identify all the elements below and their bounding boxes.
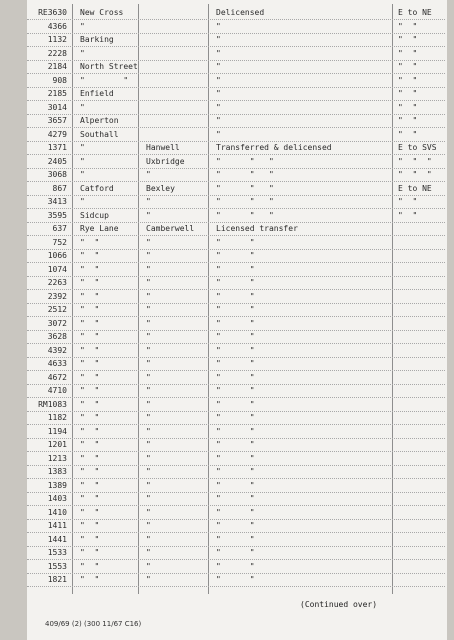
table-cell: E to NE [398,183,432,193]
table-cell: " [146,413,151,422]
table-cell: Rye Lane [80,224,119,233]
table-cell: " [146,264,151,274]
table-cell: 637 [52,224,67,233]
table-cell: 2512 [47,305,67,314]
table-cell: " [146,399,151,409]
table-cell: 2263 [47,278,67,287]
table-cell: " " [216,440,255,449]
table-cell: 4710 [47,386,67,395]
table-cell: " [80,48,85,58]
table-cell: " [216,102,221,112]
table-cell: RM1083 [38,399,67,409]
table-cell: New Cross [80,8,124,17]
table-cell: " " [216,318,255,328]
table-cell: Delicensed [216,8,265,17]
table-cell: " " " [216,170,274,179]
table-cell: " " [216,521,255,530]
table-cell: 1383 [47,467,67,476]
table-cell: " [80,102,85,112]
table-cell: " " [80,305,100,314]
table-cell: " " [398,48,418,58]
table-cell: 1182 [47,413,67,422]
table-cell: 2405 [47,156,67,166]
table-cell: 1213 [47,453,67,463]
table-cell: 752 [52,237,67,247]
table-cell: 1066 [47,251,67,260]
table-cell: Sidcup [80,210,109,220]
table-cell: " [216,75,221,85]
table-cell: " " " [216,183,274,193]
table-cell: 3068 [47,170,67,179]
table-cell: RE3630 [38,8,67,17]
table-cell: Transferred & delicensed [216,143,332,152]
table-cell: " [216,89,221,98]
table-cell: " [216,35,221,44]
table-cell: " [146,251,151,260]
table-cell: Alperton [80,116,119,125]
table-cell: " " [398,129,418,139]
table-cell: " " [80,372,100,382]
table-cell: " [146,318,151,328]
table-cell: 2228 [47,48,67,58]
table-cell: " " [216,237,255,247]
table-cell: " [146,170,151,179]
table-cell: " [146,210,151,220]
table-cell: " " [398,210,418,220]
table-cell: " " [216,291,255,301]
table-cell: " " [80,278,100,287]
table-cell: " [146,548,151,557]
table-cell: " " " [398,170,432,179]
table-cell: 3014 [47,102,67,112]
table-cell: " " [216,264,255,274]
table-cell: 1132 [47,35,67,44]
table-cell: " " [398,35,418,44]
table-cell: 1371 [47,143,67,152]
form-code: 409/69 (2) (300 11/67 C16) [45,620,142,628]
table-cell: " " [80,386,100,395]
table-cell: " " [80,332,100,341]
table-cell: 1389 [47,480,67,490]
table-cell: " [146,345,151,355]
table-cell: " " [216,332,255,341]
table-cell: " " [80,507,100,517]
table-cell: " [80,156,85,166]
table-cell: " " [80,575,100,584]
table-cell: Camberwell [146,224,195,233]
table-cell: E to NE [398,8,432,17]
table-cell: " " [80,534,100,544]
table-cell: " [80,197,85,206]
table-cell: " [146,521,151,530]
table-cell: 4366 [47,21,67,31]
table-cell: 1194 [47,426,67,436]
table-cell: " " [216,494,255,503]
table-cell: " [146,426,151,436]
table-cell: " [146,467,151,476]
table-cell: " [146,386,151,395]
table-cell: " [80,21,85,31]
table-cell: 1411 [47,521,67,530]
table-row [27,20,445,34]
table-cell: 1441 [47,534,67,544]
table-cell: " [146,237,151,247]
table-cell: 2184 [47,62,67,71]
table-cell: " " " [216,210,274,220]
table-cell: " " [398,21,418,31]
table-cell: " " [216,453,255,463]
table-cell: " " [216,372,255,382]
table-cell: 1403 [47,494,67,503]
table-cell: " [80,170,85,179]
table-cell: " " [80,291,100,301]
table-cell: " [146,291,151,301]
table-cell: " " [80,521,100,530]
table-cell: 3595 [47,210,67,220]
table-cell: Licensed transfer [216,224,298,233]
table-cell: " " [398,75,418,85]
table-cell: " [216,116,221,125]
table-cell: " " [80,548,100,557]
table-cell: " [146,507,151,517]
table-cell: North Street [80,62,138,71]
table-cell: " " [216,426,255,436]
table-cell: " " [398,62,418,71]
table-cell: " [80,143,85,152]
table-cell: " " [216,278,255,287]
table-cell: Catford [80,183,114,193]
table-cell: " " [80,237,100,247]
table-cell: Southall [80,129,119,139]
table-cell: " " [216,575,255,584]
table-cell: " " [216,548,255,557]
table-cell: " [146,440,151,449]
table-cell: 867 [52,183,67,193]
table-cell: " " [80,251,100,260]
table-cell: " " [398,116,418,125]
table-cell: Bexley [146,183,175,193]
table-cell: " " " [216,156,274,166]
table-cell: 4672 [47,372,67,382]
table-cell: " " [80,480,100,490]
table-cell: " " [80,75,129,85]
table-cell: 3657 [47,116,67,125]
table-cell: Hanwell [146,143,180,152]
table-cell: 4392 [47,345,67,355]
table-cell: " " [80,467,100,476]
table-cell: 4279 [47,129,67,139]
table-cell: " " [216,534,255,544]
table-cell: " [146,453,151,463]
table-cell: " " " [398,156,432,166]
table-cell: 1553 [47,561,67,571]
table-cell: " [146,480,151,490]
table-cell: " " [80,440,100,449]
table-cell: " " [216,399,255,409]
table-cell: " [146,197,151,206]
table-cell: " " [216,480,255,490]
table-cell: Uxbridge [146,156,185,166]
table-row [27,47,445,61]
table-cell: " " [216,467,255,476]
table-cell: " " [80,399,100,409]
table-cell: " " [80,426,100,436]
table-cell: 908 [52,75,67,85]
table-cell: " [216,21,221,31]
table-cell: " [146,278,151,287]
table-cell: " [146,575,151,584]
table-cell: " " [398,89,418,98]
table-cell: " [146,534,151,544]
table-cell: " " [80,561,100,571]
table-cell: " " [80,345,100,355]
table-cell: " [146,359,151,368]
table-cell: " " [216,413,255,422]
table-row [27,101,445,115]
table-cell: " [216,48,221,58]
table-cell: 3413 [47,197,67,206]
table-cell: 1533 [47,548,67,557]
table-cell: " [146,332,151,341]
table-cell: " " [80,453,100,463]
table-cell: 2392 [47,291,67,301]
table-cell: " " [80,359,100,368]
table-cell: " " [216,386,255,395]
table-cell: " " " [216,197,274,206]
table-cell: " [146,494,151,503]
table-cell: " " [216,507,255,517]
table-cell: Barking [80,35,114,44]
table-cell: " " [80,318,100,328]
table-cell: " " [216,251,255,260]
table-cell: " " [80,264,100,274]
table-cell: " [146,561,151,571]
table-cell: " [216,62,221,71]
table-cell: " " [216,359,255,368]
table-cell: " " [80,494,100,503]
continued-note: (Continued over) [300,600,378,609]
table-cell: E to SVS [398,143,437,152]
table-cell: 4633 [47,359,67,368]
table-cell: " [216,129,221,139]
table-cell: " [146,372,151,382]
table-cell: " " [398,102,418,112]
table-cell: " [146,305,151,314]
table-cell: 3628 [47,332,67,341]
table-cell: " " [216,561,255,571]
table-cell: " " [216,305,255,314]
table-cell: 1410 [47,507,67,517]
table-cell: 1821 [47,575,67,584]
table-cell: 2185 [47,89,67,98]
table-cell: " " [398,197,418,206]
table-cell: Enfield [80,89,114,98]
table-cell: 1074 [47,264,67,274]
table-cell: " " [80,413,100,422]
table-cell: " " [216,345,255,355]
table-cell: 3072 [47,318,67,328]
table-cell: 1201 [47,440,67,449]
